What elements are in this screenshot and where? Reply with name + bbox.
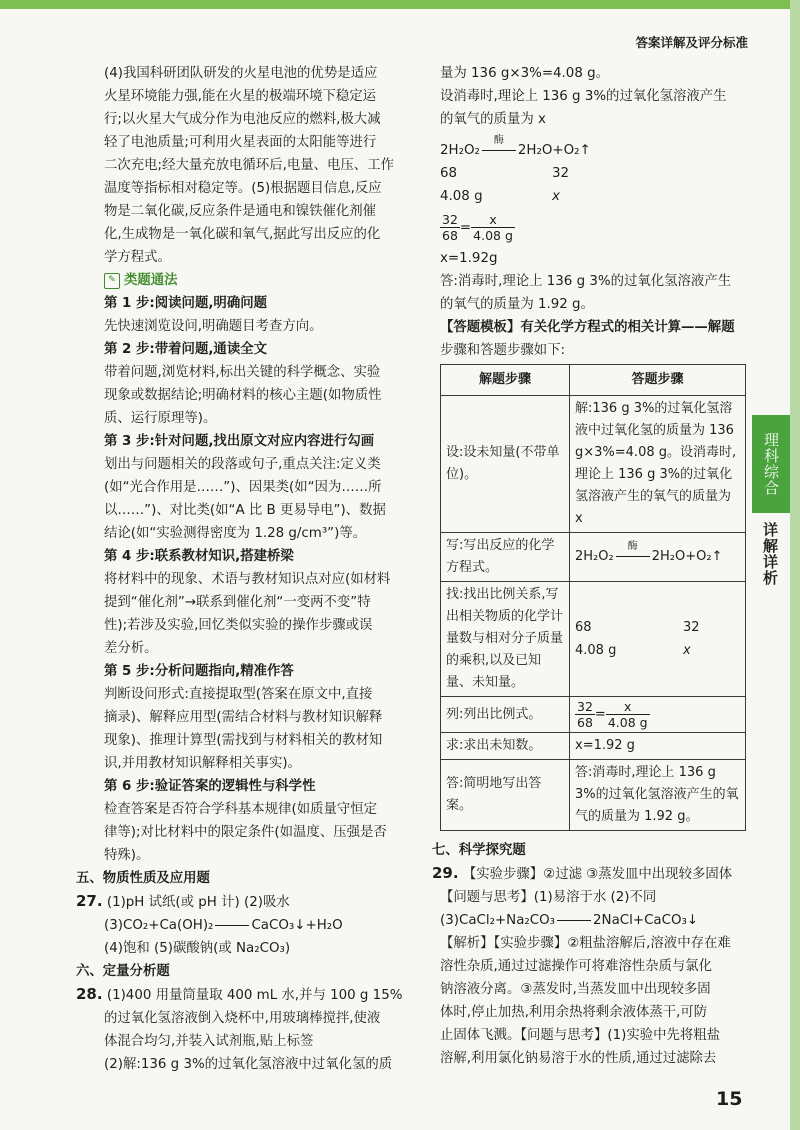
table-row: 答:简明地写出答案。 答:消毒时,理论上 136 g 3%的过氧化氢溶液产生的氧气的质量为 1.92 g。 bbox=[441, 760, 746, 831]
q26-part4-5-text: (4)我国科研团队研发的火星电池的优势是适应 火星环境能力强,能在火星的极端环境下稳定运 行;以火星大气成分作为电池反应的燃料,极大减 轻了电池质量;可利用火星表面的太阳能等进行 二次充电;经大量充放电循环后,电量、电压、工作 温度等指标相对稳定等。(5)根据题目信息,反应 物是二氧化碳,反应条件是通电和镍铁催化剂催 化,生成物是一氧化碳和氧气,据此写出反应的化 学方程式。 bbox=[104, 66, 394, 265]
table-row: 求:求出未知数。 x=1.92 g bbox=[441, 733, 746, 760]
method-step: 第 5 步:分析问题指向,精准作答 判断设问形式:直接提取型(答案在原文中,直接 摘录)、解释应用型(需结合材料与教材知识解释 现象)、推理计算型(需找到与材料相关的教材知 识,并用教材知识解释相关事实)。 bbox=[104, 664, 383, 771]
subject-side-tab: 理科综合 bbox=[752, 415, 790, 513]
equals-sign-icon bbox=[482, 134, 516, 151]
equals-sign-icon bbox=[557, 920, 591, 921]
stoich-row: 4.08 g x bbox=[440, 189, 560, 204]
proportion: $\frac{32}{68}$ = $\frac{x}{4.08 g}$ bbox=[442, 212, 513, 243]
catalyst-label: 酶 bbox=[493, 134, 504, 146]
table-header: 解题步骤 bbox=[441, 365, 570, 396]
q28-part2-start: (2)解:136 g 3%的过氧化氢溶液中过氧化氢的质 bbox=[104, 1057, 393, 1072]
section-6-title: 六、定量分析题 bbox=[76, 964, 170, 979]
q27-part4-5: (4)饱和 (5)碳酸钠(或 Na₂CO₃) bbox=[104, 941, 291, 956]
answer-template-intro: 【答题模板】有关化学方程式的相关计算——解题 步骤和答题步骤如下: bbox=[440, 320, 735, 358]
page-binding-edge bbox=[790, 0, 800, 1130]
q27-equation: (3)CO₂+Ca(OH)₂ CaCO₃↓+H₂O bbox=[104, 918, 343, 933]
q29-question-thinking: 【问题与思考】(1)易溶于水 (2)不同 bbox=[440, 890, 657, 905]
table-row: 写:写出反应的化学方程式。 2H₂O₂ 酶 2H₂O+O₂↑ bbox=[441, 533, 746, 582]
steps-table bbox=[440, 364, 746, 831]
q29-analysis: 【解析】【实验步骤】②粗盐溶解后,溶液中存在难 溶性杂质,通过过滤操作可将难溶性杂质与氯化 钠溶液分离。③蒸发时,当蒸发皿中出现较多固 体时,停止加热,利用余热将剩余液体蒸干,可防 止固体飞溅。【问题与思考】(1)实验中先将粗盐 溶解,利用氯化钠易溶于水的性质,通过过滤除去 bbox=[440, 936, 731, 1066]
method-step: 第 6 步:验证答案的逻辑性与科学性 检查答案是否符合学科基本规律(如质量守恒定 律等);对比材料中的限定条件(如温度、压强是否 特殊)。 bbox=[104, 779, 387, 863]
side-label: 详解详析 bbox=[761, 522, 779, 586]
page-number: 15 bbox=[716, 1088, 743, 1110]
q29-equation: (3)CaCl₂+Na₂CO₃ 2NaCl+CaCO₃↓ bbox=[440, 913, 699, 928]
equals-sign-icon: 酶 bbox=[616, 556, 650, 557]
left-column: (4)我国科研团队研发的火星电池的优势是适应 火星环境能力强,能在火星的极端环境下稳定运 行;以火星大气成分作为电池反应的燃料,极大减 轻了电池质量;可利用火星表面的太阳能等进行 二次充电;经大量充放电循环后,电量、电压、工作 温度等指标相对稳定等。(5)根据题目信息,反应 物是二氧化碳,反应条件是通电和镍铁催化剂催 化,生成物是一氧化碳和氧气,据此写出反应的化 学方程式。 ✎ 类题通法 第 1 步:阅读问题,明确问题 先快速浏览设问,明确题目考查方向。 第 2 步:带着问题,通读全文 带着问题,浏览材料,标出关键的科学概念、实验 现象或数据结论;明确材料的核心主题(如物质性 质、运行原理等)。 第 3 步:针对问题,找出原文对应内容进行勾画 划出与问题相关的段落或句子,重点关注:定义类 (如“光合作用是……”)、因果类(如“因为……所 以……”)、对比类(如“A 比 B 更易导电”)、数据 结论(如“实验测得密度为 1.28 g/cm³”)等。 第 4 步:联系教材知识,搭建桥梁 将材料中的现象、术语与教材知识点对应(如材料 提到“催化剂”→联系到催化剂“一变两不变”特 性);若涉及实验,回忆类似实验的操作步骤或误 差分析。 第 5 步:分析问题指向,精准作答 判断设问形式:直接提取型(答案在原文中,直接 摘录)、解释应用型(需结合材料与教材知识解释 现象)、推理计算型(需找到与材料相关的教材知 识,并用教材知识解释相关事实)。 第 6 步:验证答案的逻辑性与科学性 检查答案是否符合学科基本规律(如质量守恒定 律等);对比材料中的限定条件(如温度、压强是否 特殊)。 五、物质性质及应用题 27. (1)pH 试纸(或 pH 计) (2)吸水 (3)CO₂+Ca(OH)₂ CaCO₃↓+H₂O (4)饱和 (5)碳酸钠(或 Na₂CO₃) 六、定量分析题 28. (1)400 用量筒量取 400 mL 水,并与 100 g 15% 的过氧化氢溶液倒入烧杯中,用玻璃棒搅拌,使液 体混合均匀,并装入试剂瓶,贴上标签 (2)解:136 g 3%的过氧化氢溶液中过氧化氢的质 bbox=[96, 62, 408, 1076]
header-title: 答案详解及评分标准 bbox=[635, 35, 748, 50]
method-step: 第 3 步:针对问题,找出原文对应内容进行勾画 划出与问题相关的段落或句子,重点关注:定义类 (如“光合作用是……”)、因果类(如“因为……所 以……”)、对比类(如“A 比 B 更易导电”)、数据 结论(如“实验测得密度为 1.28 g/cm³”)等。 bbox=[104, 434, 386, 541]
table-row: 列:列出比例式。 $\frac{32}{68}$ = $\frac{x}{4.08 g}$ bbox=[441, 697, 746, 733]
top-color-bar bbox=[0, 0, 800, 9]
stoich-row: 68 32 bbox=[440, 166, 570, 181]
q27-answer: 27. (1)pH 试纸(或 pH 计) (2)吸水 bbox=[76, 892, 290, 910]
table-header-row bbox=[441, 365, 746, 396]
section-7-title: 七、科学探究题 bbox=[432, 843, 526, 858]
section-5-title: 五、物质性质及应用题 bbox=[76, 871, 210, 886]
table-row: 找:找出比例关系,写出相关物质的化学计量数与相对分子质量的乘积,以及已知量、未知量。 68 32 4.08 g x bbox=[441, 582, 746, 697]
equals-sign-icon bbox=[215, 925, 249, 926]
tip-heading: ✎ 类题通法 bbox=[96, 269, 408, 292]
method-step: 第 2 步:带着问题,通读全文 带着问题,浏览材料,标出关键的科学概念、实验 现象或数据结论;明确材料的核心主题(如物质性 质、运行原理等)。 bbox=[104, 342, 382, 426]
q28-answer: 28. (1)400 用量筒量取 400 mL 水,并与 100 g 15% bbox=[76, 985, 403, 1003]
pencil-note-icon: ✎ bbox=[104, 273, 120, 289]
method-step: 第 1 步:阅读问题,明确问题 先快速浏览设问,明确题目考查方向。 bbox=[104, 296, 323, 334]
result: x=1.92g bbox=[440, 251, 498, 266]
method-step: 第 4 步:联系教材知识,搭建桥梁 将材料中的现象、术语与教材知识点对应(如材料 提到“催化剂”→联系到催化剂“一变两不变”特 性);若涉及实验,回忆类似实验的操作步骤或误 差分析。 bbox=[104, 549, 391, 656]
table-row: 设:设未知量(不带单位)。 解:136 g 3%的过氧化氢溶液中过氧化氢的质量为 136 g×3%=4.08 g。设消毒时,理论上 136 g 3%的过氧化氢溶液产生的氧气的质量为 x bbox=[441, 396, 746, 533]
right-column: 量为 136 g×3%=4.08 g。 设消毒时,理论上 136 g 3%的过氧化氢溶液产生 的氧气的质量为 x 2H₂O₂ 酶 2H₂O+O₂↑ 68 32 4.08 g x $\frac{32}{68}$ = $\frac{x}{4.08 g}$ x=1.92g 答:消毒时,理论上 136 g 3%的过氧化氢溶液产生 的氧气的质量为 1.92 g。 【答题模板】有关化学方程式的相关计算——解题 步骤和答题步骤如下: 解题步骤 答题步骤 设:设未知量(不带单位)。 解:136 g 3%的过氧化氢溶液中过氧化氢的质量为 136 g×3%=4.08 g。设消毒时,理论上 136 g 3%的过氧化氢溶液产生的氧气的质量为 x 写:写出反应的化学方程式。 2H₂O₂ 酶 2H₂O+O₂↑ 找:找出比例关系,写出相关物质的化学计量数与相对分子质量的乘积,以及已知量、未知量。 68 32 4.08 g x 列:列出比例式。 $\frac{32}{68}$ = $\frac{x}{4.08 g}$ 求:求出未知数。 x=1.92 g 答:简明地写出答案。 答:消毒时,理论上 136 g 3%的过氧化氢溶液产生的氧气的质量为 1.92 g。 七、科学探究题 29. 【实验步骤】②过滤 ③蒸发皿中出现较多固体 【问题与思考】(1)易溶于水 (2)不同 (3)CaCl₂+Na₂CO₃ 2NaCl+CaCO₃↓ 【解析】【实验步骤】②粗盐溶解后,溶液中存在难 溶性杂质,通过过滤操作可将难溶性杂质与氯化 钠溶液分离。③蒸发时,当蒸发皿中出现较多固 体时,停止加热,利用余热将剩余液体蒸干,可防 止固体飞溅。【问题与思考】(1)实验中先将粗盐 溶解,利用氯化钠易溶于水的性质,通过过滤除去 bbox=[432, 62, 754, 1070]
chemical-equation: 2H₂O₂ 酶 2H₂O+O₂↑ bbox=[440, 134, 591, 158]
q29-answer: 29. 【实验步骤】②过滤 ③蒸发皿中出现较多固体 bbox=[432, 864, 733, 882]
q28-mass-line: 量为 136 g×3%=4.08 g。 bbox=[440, 66, 609, 81]
table-header: 答题步骤 bbox=[570, 365, 746, 396]
